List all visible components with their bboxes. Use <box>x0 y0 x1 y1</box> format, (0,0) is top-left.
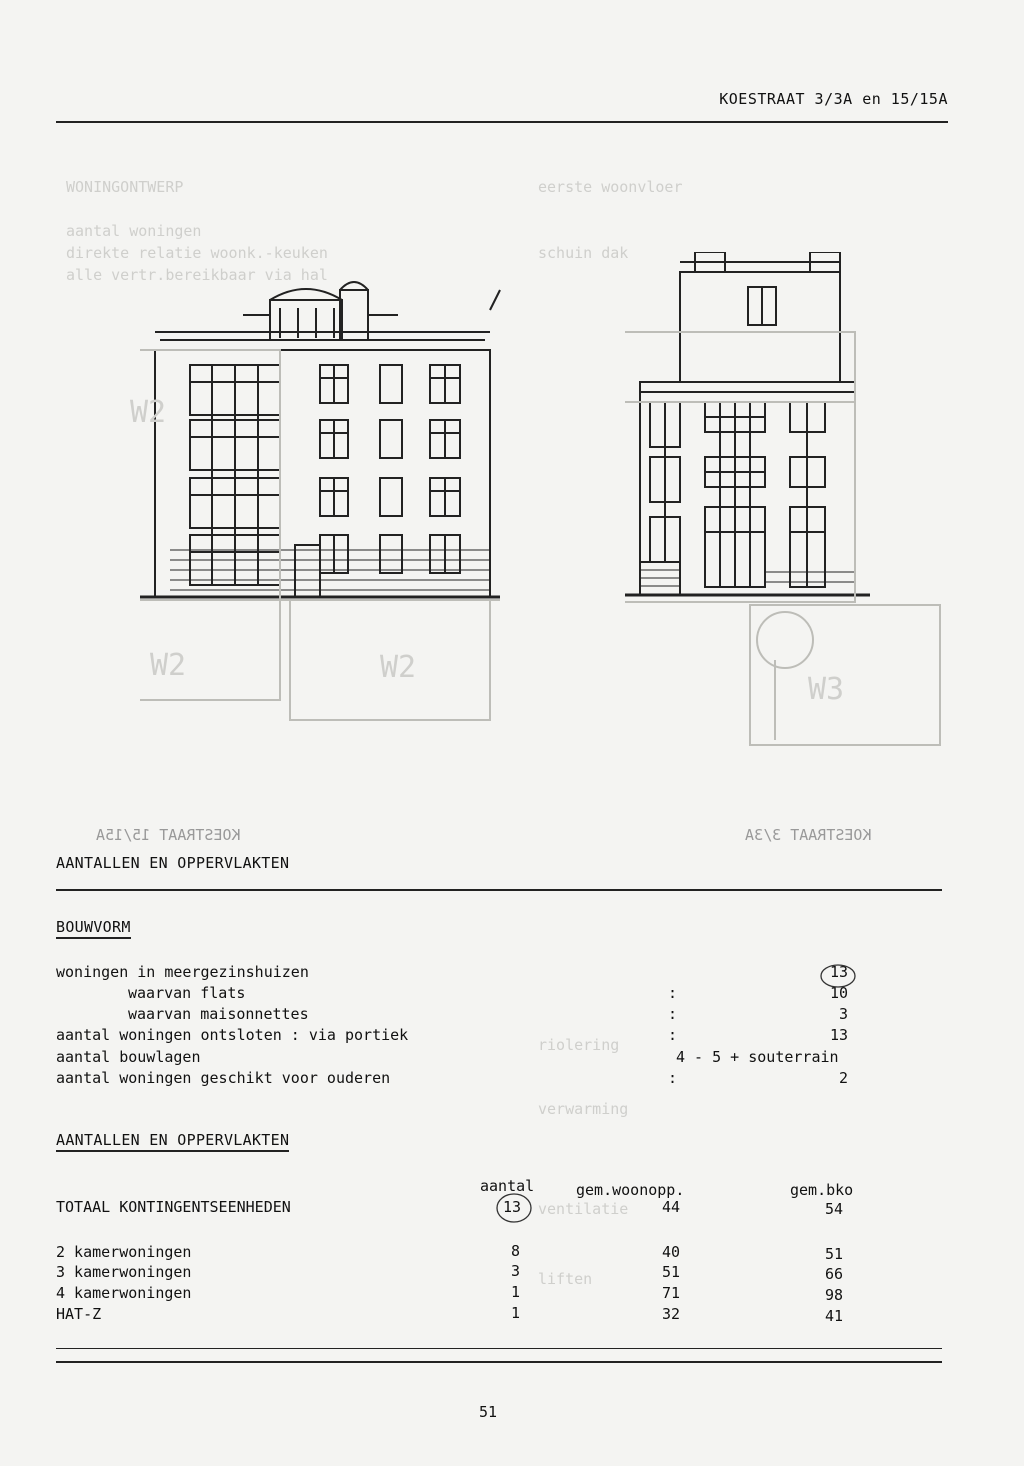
table-row-woonopp: 71 <box>662 1284 681 1302</box>
header-rule <box>56 121 948 123</box>
showthrough-text: verwarming <box>538 1100 629 1118</box>
table-row-bko: 66 <box>825 1265 844 1283</box>
table-row-bko: 98 <box>825 1286 844 1304</box>
table-total-label: TOTAAL KONTINGENTSEENHEDEN <box>56 1198 291 1216</box>
table-row-aantal: 3 <box>511 1262 521 1280</box>
showthrough-text: aantal woningen <box>66 222 202 240</box>
bouwvorm-label: waarvan flats <box>128 984 246 1002</box>
showthrough-text: ventilatie <box>538 1200 629 1218</box>
section-title: AANTALLEN EN OPPERVLAKTEN <box>56 854 290 872</box>
bouwvorm-value: 3 <box>838 1005 848 1023</box>
bouwvorm-label: aantal woningen geschikt voor ouderen <box>56 1069 391 1087</box>
table-row-label: HAT-Z <box>56 1305 102 1323</box>
table-row-bko: 51 <box>825 1245 844 1263</box>
showthrough-text: schuin dak <box>538 244 629 262</box>
room-label-w3: W3 <box>808 672 845 707</box>
table-row-woonopp: 40 <box>662 1243 681 1261</box>
bouwvorm-sep: : <box>668 1069 678 1087</box>
section-title: AANTALLEN EN OPPERVLAKTEN <box>56 1131 289 1152</box>
bouwvorm-sep: : <box>668 1005 678 1023</box>
handdrawn-circle <box>818 962 858 990</box>
table-row-aantal: 8 <box>511 1242 521 1260</box>
handdrawn-circle <box>494 1191 534 1225</box>
table-total-aantal: 13 <box>503 1198 522 1216</box>
bouwvorm-sep: : <box>668 984 678 1002</box>
table-row-aantal: 1 <box>511 1304 521 1322</box>
drawing-caption-left: KOESTRAAT 15/15A <box>96 826 241 844</box>
showthrough-text: WONINGONTWERP <box>66 178 184 196</box>
bouwvorm-label: aantal bouwlagen <box>56 1048 201 1066</box>
table-row-woonopp: 51 <box>662 1263 681 1281</box>
showthrough-text: alle vertr.bereikbaar via hal <box>66 266 328 284</box>
bouwvorm-value: 2 <box>838 1069 848 1087</box>
room-label-w2: W2 <box>130 395 167 430</box>
elevation-drawing-left <box>140 270 520 750</box>
bouwvorm-label: aantal woningen ontsloten : via portiek <box>56 1026 409 1044</box>
page-header-title: KOESTRAAT 3/3A en 15/15A <box>719 90 948 108</box>
table-row-label: 2 kamerwoningen <box>56 1243 192 1261</box>
showthrough-text: riolering <box>538 1036 620 1054</box>
bouwvorm-label: woningen in meergezinshuizen <box>56 963 309 981</box>
bouwvorm-value: 13 <box>829 963 848 981</box>
bottom-rule <box>56 1361 942 1363</box>
column-header-aantal: aantal <box>480 1177 535 1195</box>
column-header-bko: gem.bko <box>790 1181 854 1199</box>
floorplan-right-faint <box>745 600 945 760</box>
bouwvorm-label: waarvan maisonnettes <box>128 1005 309 1023</box>
showthrough-text: direkte relatie woonk.-keuken <box>66 244 328 262</box>
drawing-caption-right: KOESTRAAT 3/3A <box>745 826 872 844</box>
bouwvorm-value: 10 <box>829 984 848 1002</box>
bouwvorm-heading: BOUWVORM <box>56 918 131 939</box>
table-total-bko: 54 <box>825 1200 844 1218</box>
table-row-label: 3 kamerwoningen <box>56 1263 192 1281</box>
table-row-aantal: 1 <box>511 1283 521 1301</box>
section-rule <box>56 889 942 891</box>
bouwvorm-sep: : <box>668 1026 678 1044</box>
showthrough-text: eerste woonvloer <box>538 178 683 196</box>
table-row-label: 4 kamerwoningen <box>56 1284 192 1302</box>
elevation-drawing-right <box>625 252 875 612</box>
showthrough-text: liften <box>538 1270 593 1288</box>
bouwvorm-value: 4 - 5 + souterrain <box>676 1048 839 1066</box>
table-total-woonopp: 44 <box>662 1198 681 1216</box>
room-label-w2: W2 <box>150 648 187 683</box>
room-label-w2: W2 <box>380 650 417 685</box>
bouwvorm-value: 13 <box>829 1026 848 1044</box>
table-row-woonopp: 32 <box>662 1305 681 1323</box>
page-number: 51 <box>479 1403 498 1421</box>
table-row-bko: 41 <box>825 1307 844 1325</box>
column-header-woonopp: gem.woonopp. <box>576 1181 685 1199</box>
bottom-rule <box>56 1348 942 1349</box>
